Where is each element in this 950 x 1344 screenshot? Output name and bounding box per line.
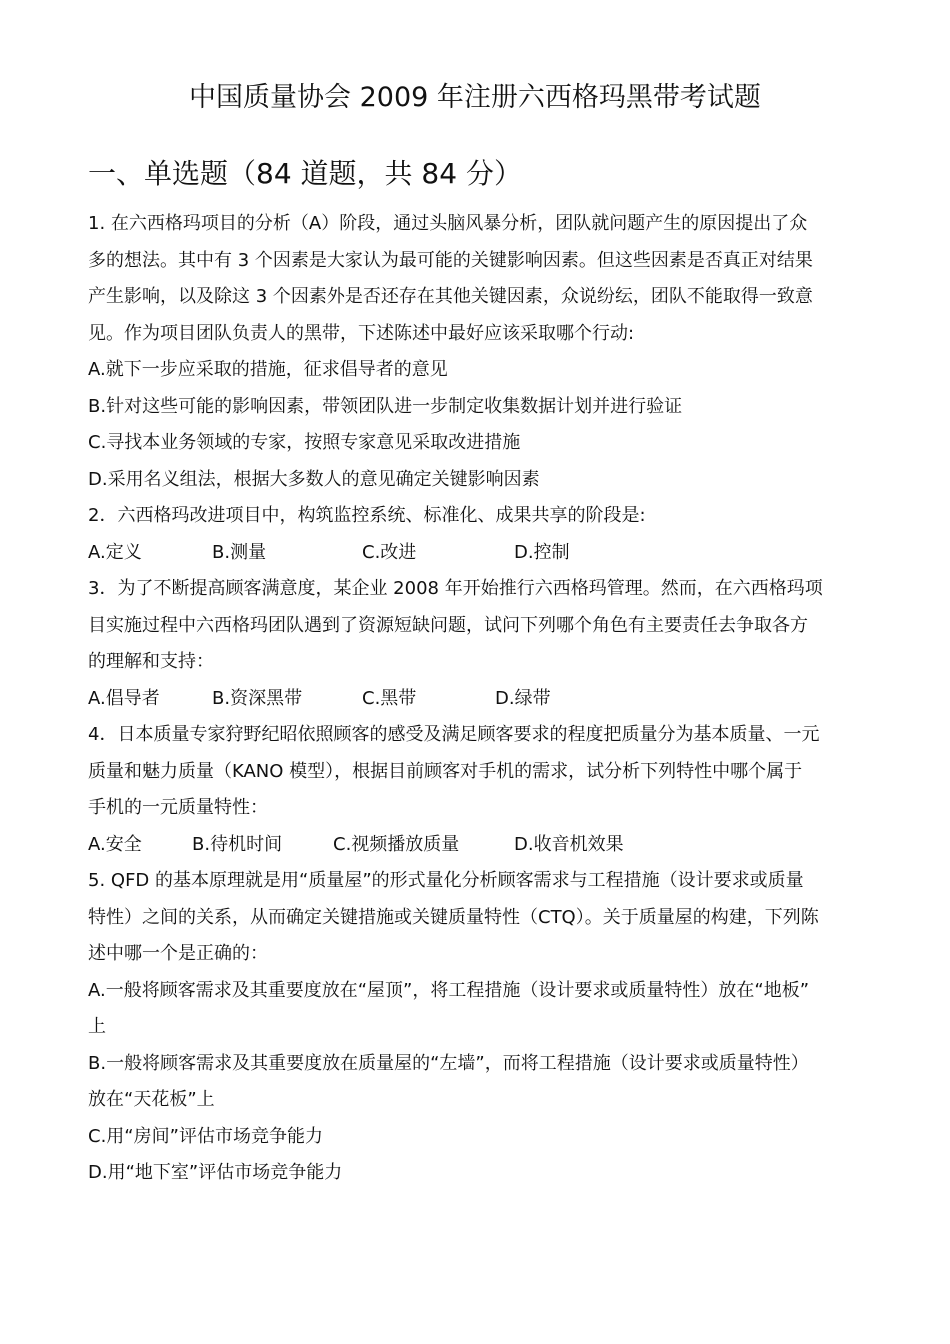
option-d: D.绿带 <box>495 687 551 709</box>
question-text-line: 多的想法。其中有 3 个因素是大家认为最可能的关键影响因素。但这些因素是否真正对结果 <box>88 249 813 271</box>
option-a-continued: 上 <box>88 1016 106 1037</box>
option-d: D.用“地下室”评估市场竞争能力 <box>88 1162 343 1183</box>
question-text-line: 3．为了不断提高顾客满意度，某企业 2008 年开始推行六西格玛管理。然而，在六西格玛项 <box>88 578 823 599</box>
question-text-line: 5. QFD 的基本原理就是用“质量屋”的形式量化分析顾客需求与工程措施（设计要求或质量 <box>88 870 804 891</box>
option-c: C.视频播放质量 <box>333 833 460 855</box>
option-d: D.控制 <box>514 541 570 563</box>
question-text-line: 手机的一元质量特性： <box>88 797 268 818</box>
section-title: 一、单选题（84 道题，共 84 分） <box>88 157 522 190</box>
question-text-line: 特性）之间的关系，从而确定关键措施或关键质量特性（CTQ）。关于质量屋的构建，下列陈 <box>88 906 819 928</box>
question-2 <box>88 498 866 571</box>
question-text-line: 见。作为项目团队负责人的黑带，下述陈述中最好应该采取哪个行动: <box>88 322 635 344</box>
option-b: B.资深黑带 <box>212 687 303 709</box>
question-list <box>88 206 866 1192</box>
option-a: A.一般将顾客需求及其重要度放在“屋顶”，将工程措施（设计要求或质量特性）放在“地板” <box>88 979 810 1001</box>
question-1 <box>88 206 866 498</box>
options-row <box>88 681 866 718</box>
option-c: C.黑带 <box>362 687 417 709</box>
question-4 <box>88 717 866 863</box>
option-b: B.待机时间 <box>192 833 283 855</box>
question-text-line: 述中哪一个是正确的： <box>88 943 268 964</box>
option-a: A.就下一步应采取的措施，征求倡导者的意见 <box>88 359 448 380</box>
question-3 <box>88 571 866 717</box>
option-b: B.一般将顾客需求及其重要度放在质量屋的“左墙”，而将工程措施（设计要求或质量特性） <box>88 1052 809 1074</box>
option-a: A.倡导者 <box>88 687 160 709</box>
option-d: D.收音机效果 <box>514 833 624 855</box>
option-c: C.寻找本业务领域的专家，按照专家意见采取改进措施 <box>88 432 521 453</box>
option-d: D.采用名义组法，根据大多数人的意见确定关键影响因素 <box>88 468 540 490</box>
document-title: 中国质量协会 2009 年注册六西格玛黑带考试题 <box>189 82 761 113</box>
option-a: A.定义 <box>88 541 142 563</box>
question-text-line: 目实施过程中六西格玛团队遇到了资源短缺问题，试问下列哪个角色有主要责任去争取各方 <box>88 614 808 636</box>
option-c: C.改进 <box>362 541 417 563</box>
option-a: A.安全 <box>88 833 142 855</box>
question-5 <box>88 863 866 1192</box>
question-text-line: 的理解和支持： <box>88 651 214 672</box>
option-b-continued: 放在“天花板”上 <box>88 1089 215 1110</box>
option-b: B.针对这些可能的影响因素，带领团队进一步制定收集数据计划并进行验证 <box>88 395 683 417</box>
question-text-line: 质量和魅力质量（KANO 模型），根据目前顾客对手机的需求，试分析下列特性中哪个属于 <box>88 760 803 782</box>
question-text-line: 1. 在六西格玛项目的分析（A）阶段，通过头脑风暴分析，团队就问题产生的原因提出了众 <box>88 213 808 234</box>
option-c: C.用“房间”评估市场竞争能力 <box>88 1125 323 1147</box>
options-row <box>88 535 866 572</box>
question-text-line: 2．六西格玛改进项目中，构筑监控系统、标准化、成果共享的阶段是: <box>88 505 646 526</box>
question-text-line: 4．日本质量专家狩野纪昭依照顾客的感受及满足顾客要求的程度把质量分为基本质量、一元 <box>88 724 820 745</box>
question-text-line: 产生影响，以及除这 3 个因素外是否还存在其他关键因素，众说纷纭，团队不能取得一致意 <box>88 286 813 307</box>
option-b: B.测量 <box>212 541 267 563</box>
options-row <box>88 827 866 864</box>
